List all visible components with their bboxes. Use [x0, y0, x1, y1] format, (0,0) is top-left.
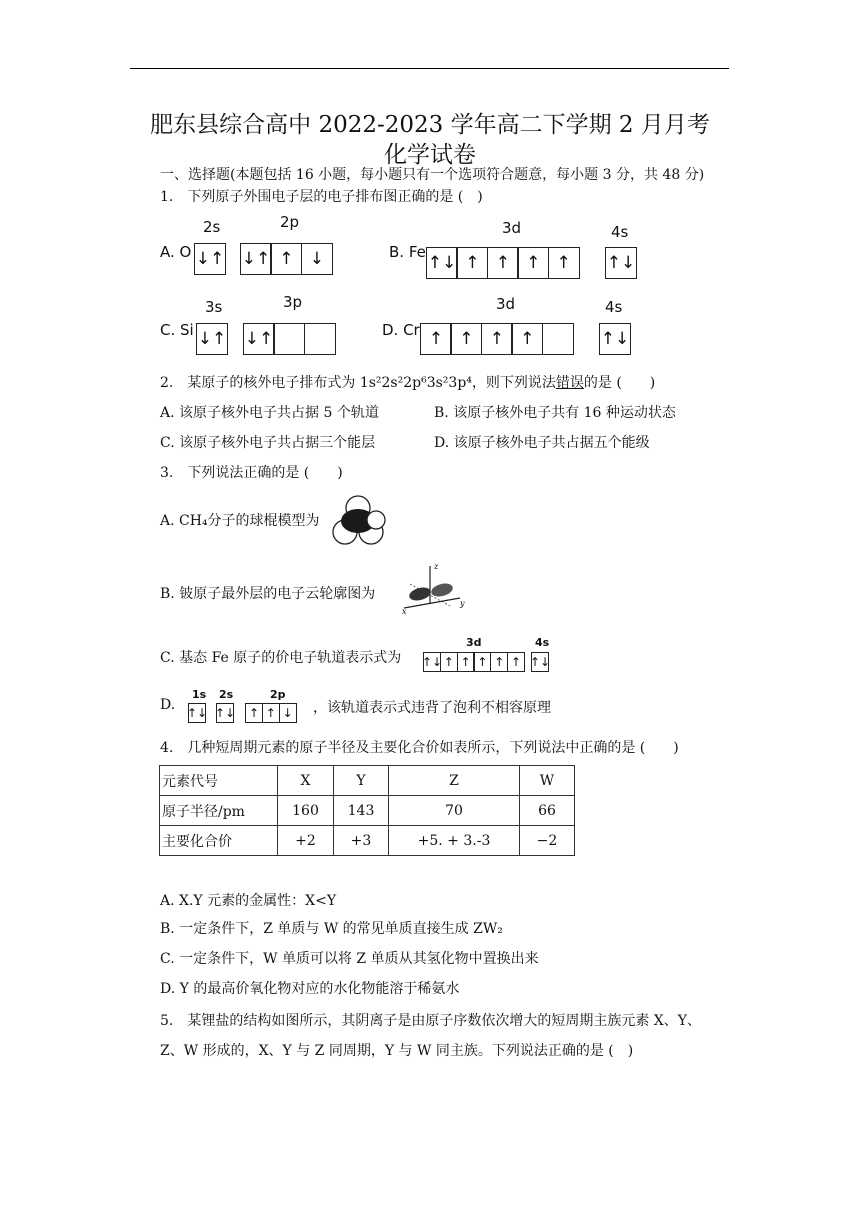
q1-a-box2: [240, 243, 333, 275]
orbital-cell: ↑: [507, 652, 525, 672]
q3-option-d-text: ，该轨道表示式违背了泡利不相容原理: [313, 700, 551, 716]
q3-option-b: B. 铍原子最外层的电子云轮廓图为: [160, 586, 376, 602]
table-cell: +5. + 3.-3: [389, 826, 520, 856]
q5-stem-line1: 5. 某锂盐的结构如图所示，其阴离子是由原子序数依次增大的短周期主族元素 X、Y、: [160, 1013, 702, 1029]
q4-option-c: C. 一定条件下，W 单质可以将 Z 单质从其氢化物中置换出来: [160, 951, 539, 967]
q1-d-box1: [420, 323, 574, 355]
p-orbital-electron-cloud-image: [398, 560, 470, 614]
q2-stem-post: 的是 ( ): [583, 375, 656, 391]
orbital-cell: ↑↓: [216, 703, 234, 723]
table-cell: 66: [520, 796, 575, 826]
q3-d-box1: [188, 703, 206, 723]
q1-b-sub2: 4s: [611, 223, 629, 241]
table-cell: 主要化合价: [160, 826, 278, 856]
q2-option-b: B. 该原子核外电子共有 16 种运动状态: [434, 405, 676, 421]
q2-stem-keyword: 错误: [555, 375, 584, 391]
q3-d-box2: [216, 703, 234, 723]
orbital-cell: ↑↓: [599, 323, 631, 355]
q3-d-sub-2s: 2s: [219, 688, 234, 701]
q1-d-sub1: 3d: [496, 295, 516, 313]
q3-c-sub1: 3d: [466, 636, 482, 649]
q4-option-b: B. 一定条件下，Z 单质与 W 的常见单质直接生成 ZW₂: [160, 921, 503, 937]
q1-option-b-label: B. Fe: [389, 243, 426, 261]
q3-stem: 3. 下列说法正确的是 ( ): [160, 465, 343, 481]
orbital-cell: ↓: [279, 703, 297, 723]
axis-y-label: y: [460, 599, 465, 608]
ch4-ball-stick-model-image: [330, 494, 388, 546]
table-header-cell: W: [520, 766, 575, 796]
orbital-cell: [273, 323, 305, 355]
q1-b-sub1: 3d: [502, 219, 522, 237]
q3-d-sub-2p: 2p: [270, 688, 286, 701]
q1-option-d-label: D. Cr: [382, 321, 420, 339]
q1-b-box2: [605, 247, 637, 279]
q1-a-sub1: 2s: [203, 218, 221, 236]
orbital-cell: ↑: [440, 652, 458, 672]
orbital-cell: ↑: [420, 323, 452, 355]
orbital-cell: ↓↑: [194, 243, 226, 275]
exam-title-line1: 肥东县综合高中 2022-2023 学年高二下学期 2 月月考: [150, 112, 710, 138]
q1-c-sub1: 3s: [205, 298, 223, 316]
orbital-cell: ↑↓: [531, 652, 549, 672]
orbital-cell: ↑↓: [423, 652, 441, 672]
q1-d-sub2: 4s: [605, 298, 623, 316]
q3-d-box3: [245, 703, 297, 723]
section-heading: 一、选择题(本题包括 16 小题，每小题只有一个选项符合题意，每小题 3 分，共 48 分): [160, 167, 705, 183]
orbital-cell: ↑: [245, 703, 263, 723]
q1-c-sub2: 3p: [283, 293, 303, 311]
table-cell: −2: [520, 826, 575, 856]
orbital-cell: ↑↓: [605, 247, 637, 279]
q3-c-box1: [423, 652, 525, 672]
q1-stem: 1. 下列原子外围电子层的电子排布图正确的是 ( ): [160, 189, 483, 205]
q2-electron-config: 1s²2s²2p⁶3s²3p⁴: [359, 375, 472, 391]
table-row: [160, 796, 575, 826]
element-table: [159, 765, 575, 856]
q3-option-c: C. 基态 Fe 原子的价电子轨道表示式为: [160, 650, 402, 666]
q5-stem-line2: Z、W 形成的，X、Y 与 Z 同周期，Y 与 W 同主族。下列说法正确的是 ( ): [160, 1043, 634, 1059]
q4-option-a: A. X.Y 元素的金属性：X<Y: [160, 893, 337, 909]
exam-title-line2: 化学试卷: [384, 142, 476, 168]
orbital-cell: [304, 323, 336, 355]
q4-option-d: D. Y 的最高价氧化物对应的水化物能溶于稀氨水: [160, 981, 460, 997]
orbital-cell: ↑↓: [426, 247, 458, 279]
q1-option-a-label: A. O: [160, 243, 192, 261]
q1-a-box1: [194, 243, 226, 275]
orbital-cell: ↑: [270, 243, 302, 275]
orbital-cell: ↑: [511, 323, 543, 355]
q1-a-sub2: 2p: [280, 213, 300, 231]
table-cell: +3: [334, 826, 389, 856]
q3-option-d-label: D.: [160, 697, 176, 713]
axis-x-label: x: [402, 607, 407, 614]
table-cell: 70: [389, 796, 520, 826]
q1-d-box2: [599, 323, 631, 355]
q3-c-sub2: 4s: [535, 636, 550, 649]
table-header-cell: X: [278, 766, 334, 796]
q2-option-c: C. 该原子核外电子共占据三个能层: [160, 435, 376, 451]
table-cell: 143: [334, 796, 389, 826]
q1-option-c-label: C. Si: [160, 321, 194, 339]
table-cell: 160: [278, 796, 334, 826]
orbital-cell: ↓: [301, 243, 333, 275]
orbital-cell: ↑: [548, 247, 580, 279]
table-cell: 原子半径/pm: [160, 796, 278, 826]
table-header-cell: Z: [389, 766, 520, 796]
q2-option-d: D. 该原子核外电子共占据五个能级: [434, 435, 650, 451]
orbital-cell: ↑: [490, 652, 508, 672]
orbital-cell: ↓↑: [240, 243, 272, 275]
orbital-cell: [542, 323, 574, 355]
q3-c-box2: [531, 652, 549, 672]
orbital-cell: ↑: [262, 703, 280, 723]
table-cell: +2: [278, 826, 334, 856]
orbital-cell: ↑↓: [188, 703, 206, 723]
q2-stem: [160, 372, 655, 392]
table-header-row: [160, 766, 575, 796]
header-rule: [130, 68, 729, 69]
orbital-cell: ↑: [487, 247, 519, 279]
q4-stem: 4. 几种短周期元素的原子半径及主要化合价如表所示，下列说法中正确的是 ( ): [160, 740, 679, 756]
orbital-cell: ↑: [517, 247, 549, 279]
orbital-cell: ↑: [457, 652, 475, 672]
orbital-cell: ↑: [450, 323, 482, 355]
orbital-cell: ↑: [456, 247, 488, 279]
q2-stem-pre: 2. 某原子的核外电子排布式为: [160, 375, 360, 391]
table-header-cell: Y: [334, 766, 389, 796]
table-row: [160, 826, 575, 856]
table-header-cell: 元素代号: [160, 766, 278, 796]
q1-c-box2: [243, 323, 336, 355]
q3-d-sub-1s: 1s: [192, 688, 207, 701]
orbital-cell: ↓↑: [243, 323, 275, 355]
axis-z-label: z: [434, 562, 439, 571]
orbital-cell: ↑: [481, 323, 513, 355]
orbital-cell: ↓↑: [196, 323, 228, 355]
q1-b-box1: [426, 247, 580, 279]
q1-c-box1: [196, 323, 228, 355]
q3-option-a: A. CH₄分子的球棍模型为: [160, 513, 320, 529]
q2-option-a: A. 该原子核外电子共占据 5 个轨道: [160, 405, 379, 421]
q2-stem-mid: ，则下列说法: [471, 375, 556, 391]
orbital-cell: ↑: [473, 652, 491, 672]
